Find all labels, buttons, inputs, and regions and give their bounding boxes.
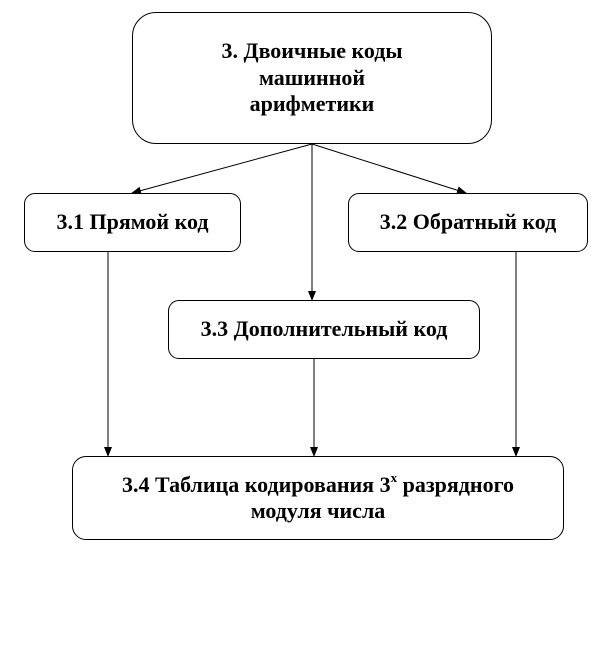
root-title-line-2: машинной xyxy=(258,64,366,90)
root-node xyxy=(132,12,492,144)
table-title-line-1 xyxy=(121,469,515,498)
table-title-suffix: разрядного xyxy=(397,471,515,497)
encoding-table-node xyxy=(72,456,564,540)
table-title-prefix: 3.4 Таблица кодирования 3 xyxy=(121,471,391,497)
direct-code-label: 3.1 Прямой код xyxy=(56,209,209,235)
table-title-superscript: x xyxy=(390,469,398,485)
reverse-code-label: 3.2 Обратный код xyxy=(379,209,557,235)
arrow-root-to-direct xyxy=(132,144,312,193)
reverse-code-node xyxy=(348,193,588,252)
table-title-line-2: модуля числа xyxy=(250,498,386,523)
additional-code-node xyxy=(168,300,480,359)
additional-code-label: 3.3 Дополнительный код xyxy=(200,316,448,342)
direct-code-node xyxy=(24,193,241,252)
root-title-line-3: арифметики xyxy=(249,91,375,117)
root-title-line-1: 3. Двоичные коды xyxy=(221,38,403,64)
arrow-root-to-reverse xyxy=(312,144,466,193)
